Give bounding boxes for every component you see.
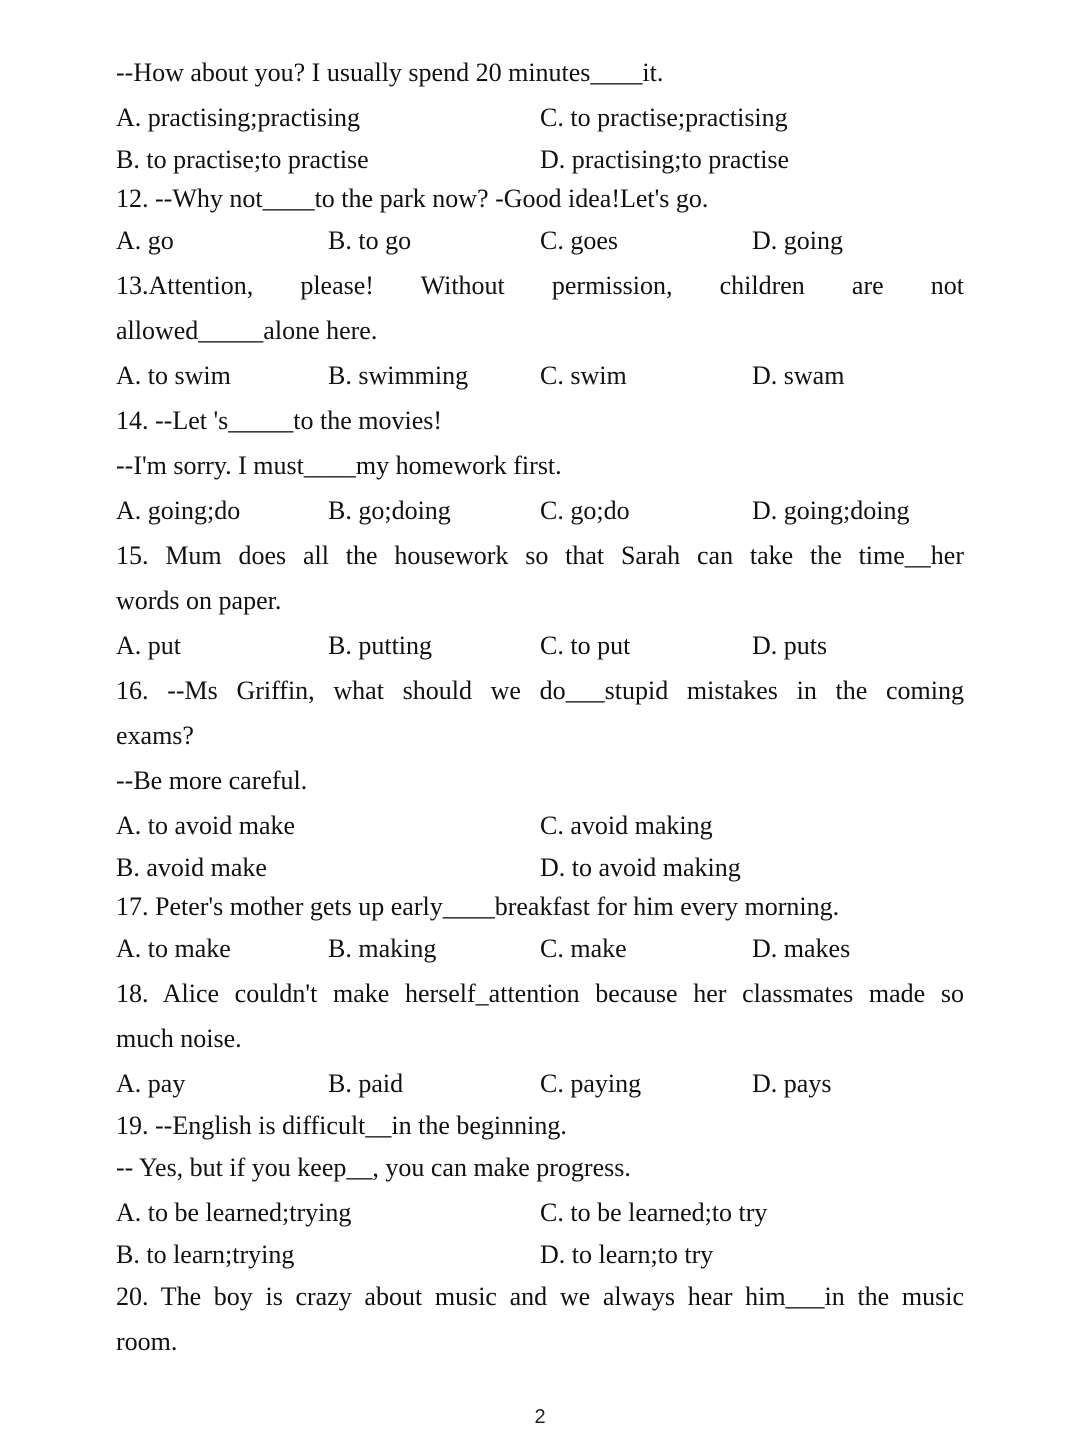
- answer-options: [116, 1235, 964, 1274]
- question-line: 17. Peter's mother gets up early____breakfast for him every morning.: [116, 892, 840, 921]
- answer-option: A. pay: [116, 1069, 186, 1098]
- question-line: much noise.: [116, 1024, 242, 1053]
- answer-option: B. paid: [328, 1069, 404, 1098]
- answer-options: [116, 926, 964, 971]
- answer-option: C. avoid making: [540, 811, 713, 840]
- answer-options: [116, 1061, 964, 1106]
- answer-options: [116, 623, 964, 668]
- question-line: 18. Alice couldn't make herself_attention because her classmates made so: [116, 979, 964, 1008]
- question-line: words on paper.: [116, 586, 282, 615]
- answer-option: C. to put: [540, 631, 631, 660]
- answer-option: B. putting: [328, 631, 433, 660]
- answer-option: D. puts: [752, 631, 828, 660]
- answer-options: [116, 353, 964, 398]
- answer-option: D. to learn;to try: [540, 1240, 714, 1269]
- answer-option: B. to practise;to practise: [116, 145, 369, 174]
- answer-options: [116, 218, 964, 263]
- answer-option: C. to be learned;to try: [540, 1198, 768, 1227]
- answer-option: C. make: [540, 934, 627, 963]
- question-line: 16. --Ms Griffin, what should we do___stupid mistakes in the coming: [116, 676, 964, 705]
- answer-option: D. to avoid making: [540, 853, 741, 882]
- answer-option: C. go;do: [540, 496, 630, 525]
- question-line: -- Yes, but if you keep__, you can make progress.: [116, 1153, 631, 1182]
- answer-options: [116, 95, 964, 140]
- answer-option: A. to make: [116, 934, 231, 963]
- answer-option: C. to practise;practising: [540, 103, 788, 132]
- question-line: room.: [116, 1327, 178, 1356]
- answer-option: B. to learn;trying: [116, 1240, 295, 1269]
- answer-option: A. to avoid make: [116, 811, 296, 840]
- question-line: --I'm sorry. I must____my homework first.: [116, 451, 562, 480]
- answer-option: C. paying: [540, 1069, 642, 1098]
- answer-option: D. practising;to practise: [540, 145, 790, 174]
- question-line: 15. Mum does all the housework so that Sarah can take the time__her: [116, 541, 964, 570]
- answer-option: B. go;doing: [328, 496, 451, 525]
- answer-option: B. swimming: [328, 361, 469, 390]
- answer-option: A. put: [116, 631, 181, 660]
- question-line: exams?: [116, 721, 194, 750]
- answer-option: D. going;doing: [752, 496, 910, 525]
- answer-option: C. goes: [540, 226, 618, 255]
- answer-option: A. go: [116, 226, 174, 255]
- answer-option: C. swim: [540, 361, 627, 390]
- answer-option: A. practising;practising: [116, 103, 361, 132]
- answer-option: A. to be learned;trying: [116, 1198, 352, 1227]
- answer-option: B. avoid make: [116, 853, 267, 882]
- answer-option: A. going;do: [116, 496, 241, 525]
- worksheet-page: [116, 50, 964, 1364]
- answer-option: D. swam: [752, 361, 845, 390]
- page-number: 2: [534, 1406, 546, 1428]
- answer-options: [116, 488, 964, 533]
- question-line: 13.Attention, please! Without permission, children are not: [116, 271, 964, 300]
- question-list: [116, 50, 964, 1364]
- answer-option: B. making: [328, 934, 437, 963]
- answer-option: B. to go: [328, 226, 412, 255]
- question-line: 12. --Why not____to the park now? -Good idea!Let's go.: [116, 184, 709, 213]
- question-line: --How about you? I usually spend 20 minutes____it.: [116, 58, 664, 87]
- answer-options: [116, 803, 964, 848]
- question-line: 20. The boy is crazy about music and we always hear him___in the music: [116, 1282, 964, 1311]
- answer-option: D. pays: [752, 1069, 832, 1098]
- answer-option: D. going: [752, 226, 843, 255]
- question-line: allowed_____alone here.: [116, 316, 378, 345]
- answer-options: [116, 848, 964, 887]
- answer-options: [116, 140, 964, 179]
- question-line: 14. --Let 's_____to the movies!: [116, 406, 443, 435]
- answer-options: [116, 1190, 964, 1235]
- question-line: --Be more careful.: [116, 766, 308, 795]
- answer-option: A. to swim: [116, 361, 231, 390]
- question-line: 19. --English is difficult__in the beginning.: [116, 1111, 567, 1140]
- answer-option: D. makes: [752, 934, 851, 963]
